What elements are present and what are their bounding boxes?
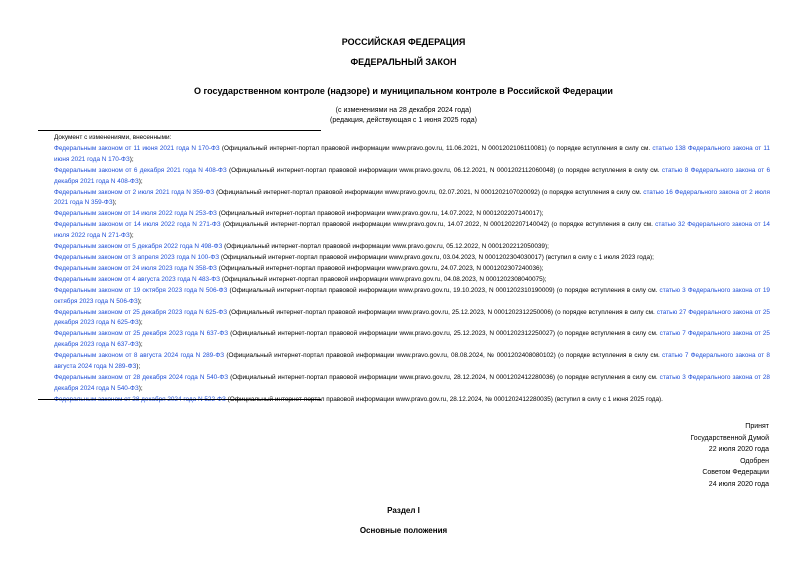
- amendment-tail: );: [129, 155, 134, 163]
- amendment-text: (Официальный интернет-портал правовой информации www.pravo.gov.ru, 28.12.2024, N 0001202412280036) (о порядке вступления в силу см.: [228, 373, 660, 381]
- divider-top: [38, 130, 321, 131]
- amendments-list: [38, 144, 770, 406]
- amendment-tail: );: [138, 341, 143, 349]
- amendment-item: [38, 166, 770, 188]
- amendment-item: [38, 144, 770, 166]
- amendment-text: (Официальный интернет-портал правовой информации www.pravo.gov.ru, 28.12.2024, № 0001202412280035) (вступил в силу с 1 июня 2025 года).: [225, 395, 663, 403]
- amendment-item: [38, 275, 770, 286]
- amendment-item: [38, 286, 770, 308]
- doc-type-heading: ФЕДЕРАЛЬНЫЙ ЗАКОН: [350, 57, 457, 67]
- amendment-law-link[interactable]: Федеральным законом от 4 августа 2023 года N 483-ФЗ: [54, 275, 220, 283]
- effective-article-link[interactable]: статью 8 Федерального закона от 6 декабря 2021 года N 408-ФЗ: [54, 166, 770, 185]
- section-number: Раздел I: [387, 506, 420, 515]
- amendment-law-link[interactable]: Федеральным законом от 28 декабря 2024 года N 540-ФЗ: [54, 373, 229, 381]
- amendment-item: [38, 373, 770, 395]
- amendment-law-link[interactable]: Федеральным законом от 11 июня 2021 года N 170-ФЗ: [54, 144, 220, 152]
- amendment-text: (Официальный интернет-портал правовой информации www.pravo.gov.ru, 24.07.2023, N 0001202307240036);: [216, 264, 544, 272]
- amendment-tail: );: [136, 363, 141, 371]
- amendment-law-link[interactable]: Федеральным законом от 25 декабря 2023 года N 625-ФЗ: [54, 308, 228, 316]
- edition-note: (редакция, действующая с 1 июня 2025 года): [330, 117, 477, 124]
- amendment-item: [38, 188, 770, 210]
- effective-article-link[interactable]: статью 32 Федерального закона от 14 июля 2022 года N 271-ФЗ: [54, 221, 770, 240]
- amendments-block: [38, 133, 770, 406]
- amendment-item: [38, 220, 770, 242]
- amendment-text: (Официальный интернет-портал правовой информации www.pravo.gov.ru, 25.12.2023, N 0001202312250027) (о порядке вступления в силу см.: [228, 330, 660, 338]
- document-title: О государственном контроле (надзоре) и муниципальном контроле в Российской Федерации: [194, 86, 613, 96]
- amendment-text: (Официальный интернет-портал правовой информации www.pravo.gov.ru, 25.12.2023, N 0001202312250006) (о порядке вступления в силу см.: [227, 308, 657, 316]
- amendment-tail: );: [137, 297, 142, 305]
- adoption-line: 24 июля 2020 года: [708, 480, 769, 488]
- effective-article-link[interactable]: статью 7 Федерального закона от 25 декабря 2023 года N 637-ФЗ: [54, 330, 770, 349]
- adoption-line: Одобрен: [740, 457, 769, 465]
- amendment-law-link[interactable]: Федеральным законом от 28 декабря 2024 года N 522-ФЗ: [54, 395, 226, 403]
- effective-article-link[interactable]: статью 7 Федерального закона от 8 августа 2024 года N 289-ФЗ: [54, 352, 770, 371]
- amendment-text: (Официальный интернет-портал правовой информации www.pravo.gov.ru, 08.08.2024, № 0001202408080102) (о порядке вступления в силу см.: [224, 352, 663, 360]
- amendment-tail: );: [129, 232, 134, 240]
- amendment-tail: );: [112, 199, 117, 207]
- amendment-item: [38, 209, 770, 220]
- amendment-law-link[interactable]: Федеральным законом от 8 августа 2024 года N 289-ФЗ: [54, 352, 225, 360]
- amendment-text: (Официальный интернет-портал правовой информации www.pravo.gov.ru, 02.07.2021, N 0001202107020092) (о порядке вступления в силу см.: [214, 188, 644, 196]
- amendment-text: (Официальный интернет-портал правовой информации www.pravo.gov.ru, 14.07.2022, N 0001202207140017);: [216, 210, 544, 218]
- amendment-tail: );: [138, 319, 143, 327]
- amendment-law-link[interactable]: Федеральным законом от 24 июля 2023 года N 358-ФЗ: [54, 264, 217, 272]
- country-heading: РОССИЙСКАЯ ФЕДЕРАЦИЯ: [341, 37, 466, 47]
- amendment-text: (Официальный интернет-портал правовой информации www.pravo.gov.ru, 05.12.2022, N 0001202212050039);: [222, 243, 549, 251]
- amendment-text: (Официальный интернет-портал правовой информации www.pravo.gov.ru, 03.04.2023, N 0001202304030017) (вступил в силу с 1 июля 2023 года);: [219, 253, 654, 261]
- adoption-line: Государственной Думой: [690, 434, 769, 442]
- adoption-block: [690, 421, 769, 490]
- amendment-law-link[interactable]: Федеральным законом от 2 июля 2021 года N 359-ФЗ: [54, 188, 215, 196]
- adoption-line: Принят: [745, 423, 769, 430]
- amendment-text: (Официальный интернет-портал правовой информации www.pravo.gov.ru, 19.10.2023, N 0001202310190009) (о порядке вступления в силу см.: [227, 286, 660, 294]
- amendment-law-link[interactable]: Федеральным законом от 5 декабря 2022 года N 498-ФЗ: [54, 243, 223, 251]
- effective-article-link[interactable]: статью 3 Федерального закона от 19 октября 2023 года N 506-ФЗ: [54, 286, 770, 305]
- amendment-law-link[interactable]: Федеральным законом от 14 июля 2022 года N 253-ФЗ: [54, 210, 217, 218]
- amendment-text: (Официальный интернет-портал правовой информации www.pravo.gov.ru, 06.12.2021, N 0001202112060048) (о порядке вступления в силу см.: [226, 166, 662, 174]
- effective-article-link[interactable]: статью 138 Федерального закона от 11 июня 2021 года N 170-ФЗ: [54, 144, 770, 163]
- changes-note: (с изменениями на 28 декабря 2024 года): [335, 107, 472, 114]
- amendment-item: [38, 308, 770, 330]
- amendment-item: [38, 253, 770, 264]
- amendment-text: (Официальный интернет-портал правовой информации www.pravo.gov.ru, 14.07.2022, N 0001202207140042) (о порядке вступления в силу см.: [220, 221, 656, 229]
- amendment-law-link[interactable]: Федеральным законом от 3 апреля 2023 года N 100-ФЗ: [54, 253, 220, 261]
- amendments-heading: Документ с изменениями, внесенными:: [54, 134, 172, 141]
- adoption-line: Советом Федерации: [702, 469, 769, 476]
- effective-article-link[interactable]: статью 3 Федерального закона от 28 декабря 2024 года N 540-ФЗ: [54, 373, 770, 392]
- amendment-law-link[interactable]: Федеральным законом от 14 июля 2022 года N 271-ФЗ: [54, 221, 221, 229]
- effective-article-link[interactable]: статью 16 Федерального закона от 2 июля 2021 года N 359-ФЗ: [54, 188, 770, 207]
- amendment-tail: );: [138, 177, 143, 185]
- amendment-item: [38, 395, 770, 406]
- adoption-line: 22 июля 2020 года: [708, 446, 769, 453]
- amendment-law-link[interactable]: Федеральным законом от 25 декабря 2023 года N 637-ФЗ: [54, 330, 229, 338]
- amendment-law-link[interactable]: Федеральным законом от 6 декабря 2021 года N 408-ФЗ: [54, 166, 227, 174]
- amendment-item: [38, 329, 770, 351]
- section-name: Основные положения: [359, 526, 448, 535]
- amendment-item: [38, 264, 770, 275]
- effective-article-link[interactable]: статью 27 Федерального закона от 25 декабря 2023 года N 625-ФЗ: [54, 308, 770, 327]
- amendment-text: (Официальный интернет-портал правовой информации www.pravo.gov.ru, 04.08.2023, N 0001202308040075);: [219, 275, 547, 283]
- amendment-text: (Официальный интернет-портал правовой информации www.pravo.gov.ru, 11.06.2021, N 0001202106110081) (о порядке вступления в силу см.: [219, 144, 653, 152]
- amendment-item: [38, 351, 770, 373]
- amendment-law-link[interactable]: Федеральным законом от 19 октября 2023 года N 506-ФЗ: [54, 286, 228, 294]
- divider-bottom: [38, 399, 321, 400]
- amendment-tail: );: [138, 384, 143, 392]
- amendment-item: [38, 242, 770, 253]
